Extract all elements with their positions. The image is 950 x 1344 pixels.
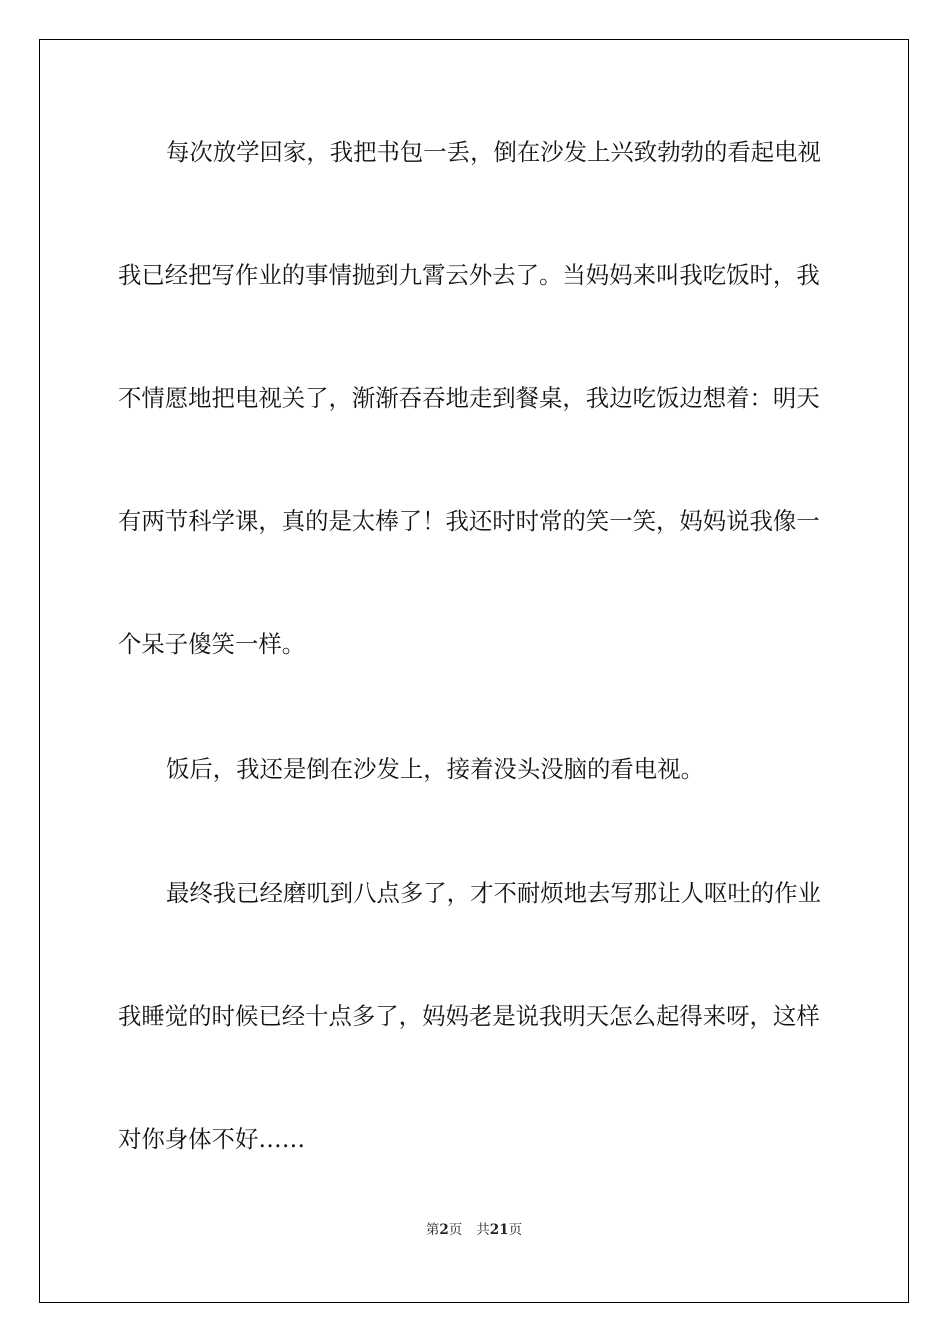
document-page [39, 39, 909, 1303]
paragraph-line: 饭后，我还是倒在沙发上，接着没头没脑的看电视。 [166, 755, 704, 783]
paragraph-line: 每次放学回家，我把书包一丢，倒在沙发上兴致勃勃的看起电视 [166, 138, 821, 166]
page-number: 2 [439, 1222, 449, 1238]
paragraph-line: 对你身体不好…… [118, 1125, 306, 1153]
page-footer [40, 1221, 908, 1239]
paragraph-line: 有两节科学课，真的是太棒了！我还时时常的笑一笑，妈妈说我像一 [118, 507, 820, 535]
paragraph-line: 我已经把写作业的事情抛到九霄云外去了。当妈妈来叫我吃饭时，我 [118, 261, 820, 289]
paragraph-line: 不情愿地把电视关了，渐渐吞吞地走到餐桌，我边吃饭边想着：明天 [118, 384, 820, 412]
page-prefix: 第 [425, 1222, 440, 1238]
total-suffix: 页 [508, 1222, 523, 1238]
paragraph-line: 个呆子傻笑一样。 [118, 630, 306, 658]
page-suffix: 页 [448, 1222, 463, 1238]
total-prefix: 共 [476, 1222, 490, 1238]
total-pages: 21 [489, 1222, 509, 1238]
paragraph-line: 我睡觉的时候已经十点多了，妈妈老是说我明天怎么起得来呀，这样 [118, 1002, 820, 1030]
paragraph-line: 最终我已经磨叽到八点多了，才不耐烦地去写那让人呕吐的作业 [166, 879, 821, 907]
